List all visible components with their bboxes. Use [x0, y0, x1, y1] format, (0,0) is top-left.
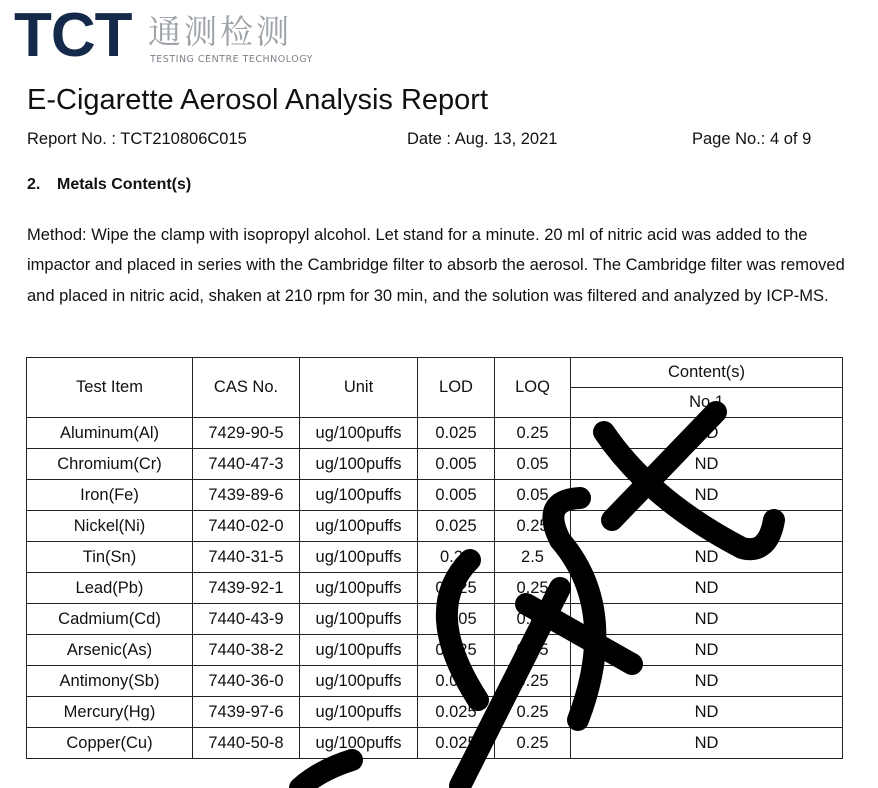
cell-cas-no: 7440-02-0 — [193, 511, 300, 542]
cell-result: ND — [571, 697, 843, 728]
cell-loq: 0.25 — [495, 697, 571, 728]
header-lod: LOD — [418, 358, 495, 418]
cell-lod: 0.025 — [418, 697, 495, 728]
cell-lod: 0.005 — [418, 449, 495, 480]
table-row — [27, 480, 843, 511]
header-content: Content(s) — [571, 358, 843, 388]
cell-test-item: Copper(Cu) — [27, 728, 193, 759]
cell-loq: 0.25 — [495, 418, 571, 449]
cell-unit: ug/100puffs — [300, 697, 418, 728]
header-cas-no: CAS No. — [193, 358, 300, 418]
cell-loq: 0.05 — [495, 480, 571, 511]
cell-result: ND — [571, 511, 843, 542]
cell-test-item: Aluminum(Al) — [27, 418, 193, 449]
cell-result: ND — [571, 418, 843, 449]
section-number: 2. — [27, 176, 41, 193]
table-row — [27, 635, 843, 666]
section-title: Metals Content(s) — [57, 176, 192, 193]
table-row — [27, 449, 843, 480]
cell-unit: ug/100puffs — [300, 542, 418, 573]
cell-lod: 0.025 — [418, 666, 495, 697]
cell-loq: 0.25 — [495, 635, 571, 666]
report-title: E-Cigarette Aerosol Analysis Report — [27, 84, 488, 116]
cell-cas-no: 7440-31-5 — [193, 542, 300, 573]
cell-unit: ug/100puffs — [300, 573, 418, 604]
cell-test-item: Lead(Pb) — [27, 573, 193, 604]
cell-unit: ug/100puffs — [300, 511, 418, 542]
cell-loq: 0.05 — [495, 604, 571, 635]
cell-cas-no: 7439-92-1 — [193, 573, 300, 604]
cell-lod: 0.025 — [418, 728, 495, 759]
metals-results-table — [26, 357, 843, 759]
cell-cas-no: 7440-38-2 — [193, 635, 300, 666]
table-header-row — [27, 358, 843, 388]
table-row — [27, 728, 843, 759]
table-row — [27, 542, 843, 573]
logo-brand-text: TCT — [14, 1, 132, 70]
table-row — [27, 511, 843, 542]
logo-tagline: TESTING CENTRE TECHNOLOGY — [150, 54, 313, 65]
table-row — [27, 697, 843, 728]
cell-loq: 0.25 — [495, 728, 571, 759]
header-loq: LOQ — [495, 358, 571, 418]
method-paragraph: Method: Wipe the clamp with isopropyl alcohol. Let stand for a minute. 20 ml of nitric acid was added to the impactor and placed in series with the Cambridge filter to absorb the aerosol. The Cambridge filter was removed and placed in nitric acid, shaken at 210 rpm for 30 min, and the solution was filtered and analyzed by ICP-MS. — [27, 226, 845, 305]
cell-result: ND — [571, 604, 843, 635]
cell-result: ND — [571, 573, 843, 604]
cell-result: ND — [571, 449, 843, 480]
cell-loq: 0.05 — [495, 449, 571, 480]
cell-loq: 0.25 — [495, 573, 571, 604]
company-logo — [14, 1, 314, 70]
cell-unit: ug/100puffs — [300, 728, 418, 759]
table-body — [27, 418, 843, 759]
table-row — [27, 666, 843, 697]
report-date: Date : Aug. 13, 2021 — [407, 130, 558, 148]
header-sample-no1: No.1 — [571, 388, 843, 418]
cell-unit: ug/100puffs — [300, 666, 418, 697]
cell-loq: 2.5 — [495, 542, 571, 573]
header-unit: Unit — [300, 358, 418, 418]
cell-lod: 0.025 — [418, 511, 495, 542]
cell-result: ND — [571, 542, 843, 573]
cell-test-item: Arsenic(As) — [27, 635, 193, 666]
logo-chinese-text: 通测检测 — [148, 12, 292, 51]
cell-cas-no: 7429-90-5 — [193, 418, 300, 449]
report-number: Report No. : TCT210806C015 — [27, 130, 247, 148]
cell-unit: ug/100puffs — [300, 418, 418, 449]
cell-result: ND — [571, 480, 843, 511]
cell-cas-no: 7439-89-6 — [193, 480, 300, 511]
header-test-item: Test Item — [27, 358, 193, 418]
cell-cas-no: 7440-36-0 — [193, 666, 300, 697]
table-row — [27, 604, 843, 635]
section-heading — [27, 175, 191, 195]
cell-lod: 0.005 — [418, 480, 495, 511]
cell-unit: ug/100puffs — [300, 480, 418, 511]
cell-lod: 0.025 — [418, 635, 495, 666]
cell-lod: 0.025 — [418, 418, 495, 449]
table-row — [27, 418, 843, 449]
cell-unit: ug/100puffs — [300, 604, 418, 635]
cell-cas-no: 7440-50-8 — [193, 728, 300, 759]
page-number: Page No.: 4 of 9 — [692, 130, 812, 148]
cell-lod: 0.25 — [418, 542, 495, 573]
cell-lod: 0.005 — [418, 604, 495, 635]
cell-result: ND — [571, 728, 843, 759]
cell-test-item: Tin(Sn) — [27, 542, 193, 573]
cell-test-item: Mercury(Hg) — [27, 697, 193, 728]
cell-loq: 0.25 — [495, 511, 571, 542]
cell-result: ND — [571, 666, 843, 697]
cell-unit: ug/100puffs — [300, 635, 418, 666]
cell-cas-no: 7440-43-9 — [193, 604, 300, 635]
cell-test-item: Antimony(Sb) — [27, 666, 193, 697]
cell-result: ND — [571, 635, 843, 666]
cell-cas-no: 7440-47-3 — [193, 449, 300, 480]
cell-lod: 0.025 — [418, 573, 495, 604]
cell-test-item: Nickel(Ni) — [27, 511, 193, 542]
table-row — [27, 573, 843, 604]
cell-cas-no: 7439-97-6 — [193, 697, 300, 728]
cell-unit: ug/100puffs — [300, 449, 418, 480]
watermark-stroke — [300, 760, 352, 788]
cell-test-item: Chromium(Cr) — [27, 449, 193, 480]
cell-test-item: Iron(Fe) — [27, 480, 193, 511]
cell-loq: 0.25 — [495, 666, 571, 697]
cell-test-item: Cadmium(Cd) — [27, 604, 193, 635]
